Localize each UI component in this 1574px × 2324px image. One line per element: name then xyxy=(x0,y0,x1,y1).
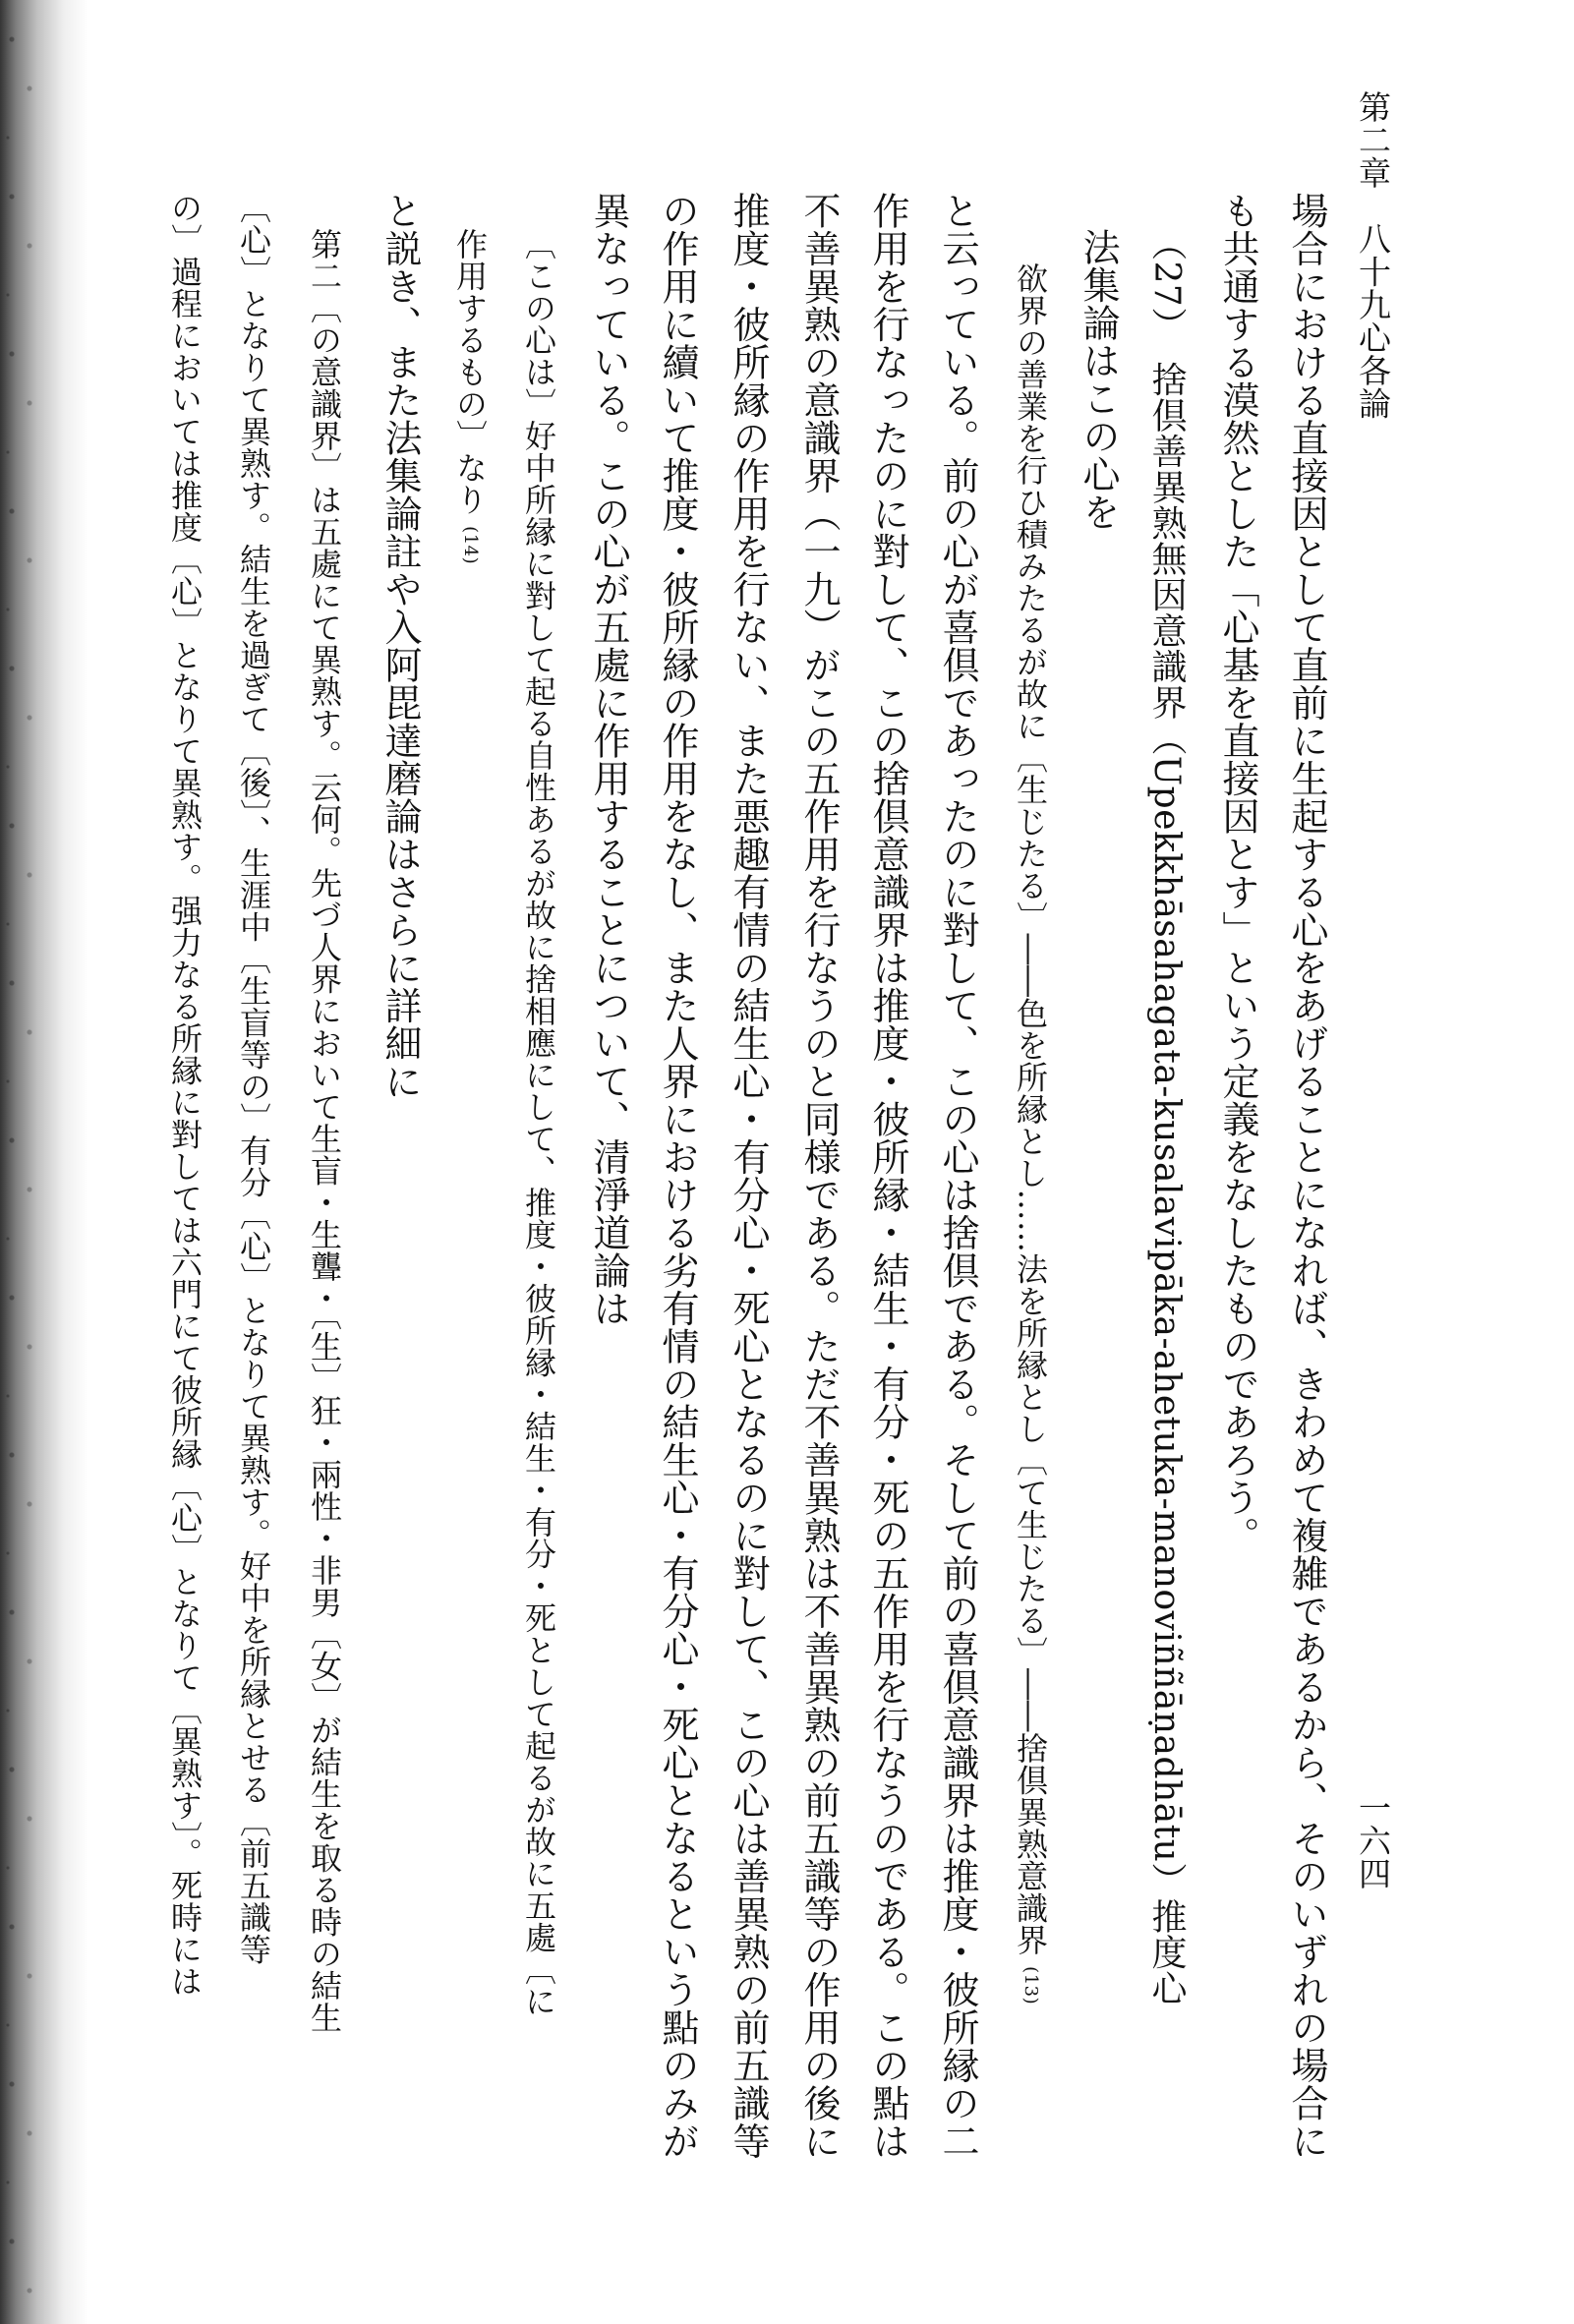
footnote-marker-13: (13) xyxy=(1020,1966,1041,2005)
body-column-1: 場合における直接因として直前に生起する心をあげることになれば、きわめて複雑であるから、そのいずれの場合に xyxy=(1285,192,1328,2160)
quote-column-13 xyxy=(451,228,489,565)
body-column-2: も共通する漠然とした「心基を直接因とす」という定義をなしたものであろう。 xyxy=(1216,192,1259,1554)
body-column-14: と説き、また法集論註や入阿毘達磨論はさらに詳細に xyxy=(379,192,422,1100)
quote-column-15: 第二〔の意識界〕は五處にて異熟す。云何。先づ人界において生盲・生聾・〔生〕狂・兩性・非男〔女〕が結生を取る時の結生 xyxy=(306,228,343,2034)
body-column-3: （27） 捨倶善異熟無因意識界（Upekkhāsahagata-kusalavipāka-ahetuka-manoviññāṇadhātu）推度心 xyxy=(1146,225,1187,2006)
quote-column-16: 〔心〕となりて異熟す。結生を過ぎて〔後〕、生涯中〔生盲等の〕有分〔心〕となりて異熟す。好中を所縁とせる〔前五識等 xyxy=(235,192,272,1965)
body-column-7: 作用を行なったのに對して、この捨倶意識界は推度・彼所縁・結生・有分・死の五作用を行なうのである。この點は xyxy=(866,192,909,2160)
page-number: 一六四 xyxy=(1354,1791,1392,1890)
page-edge-speckle xyxy=(0,0,49,2324)
quote-column-17: の〕過程においては推度〔心〕となりて異熟す。强力なる所縁に對しては六門にて彼所縁〔心〕となりて〔異熟す〕。死時には xyxy=(166,192,204,1998)
running-header: 第二章 八十九心各論 xyxy=(1354,90,1392,420)
footnote-marker-14: (14) xyxy=(460,526,481,565)
quote-column-12: 〔この心は〕好中所縁に對して起る自性あるが故に捨相應にして、推度・彼所縁・結生・有分・死として起るが故に五處〔に xyxy=(520,228,557,2017)
body-column-8: 不善異熟の意識界（一九）がこの五作用を行なうのと同様である。ただ不善異熟は不善異熟の前五識等の作用の後に xyxy=(797,192,841,2160)
body-column-9: 推度・彼所縁の作用を行ない、また悪趣有情の結生心・有分心・死心となるのに對して、この心は善異熟の前五識等 xyxy=(727,192,770,2160)
body-column-6: と云っている。前の心が喜倶であったのに對して、この心は捨倶である。そして前の喜倶意識界は推度・彼所縁の二 xyxy=(936,192,979,2160)
quote-column-5 xyxy=(1012,262,1049,2005)
body-column-4: 法集論はこの心を xyxy=(1077,228,1120,531)
quote-column-13-text: 作用するもの〕なり xyxy=(451,228,489,516)
body-column-10: の作用に續いて推度・彼所縁の作用をなし、また人界における劣有情の結生心・有分心・死心となるという點のみが xyxy=(656,192,699,2160)
body-column-11: 異なっている。この心が五處に作用することについて、清淨道論は xyxy=(587,192,630,1327)
quote-column-5-text: 欲界の善業を行ひ積みたるが故に〔生じたる〕――色を所縁とし……法を所縁とし〔て生じたる〕――捨倶異熟意識界 xyxy=(1012,262,1049,1956)
